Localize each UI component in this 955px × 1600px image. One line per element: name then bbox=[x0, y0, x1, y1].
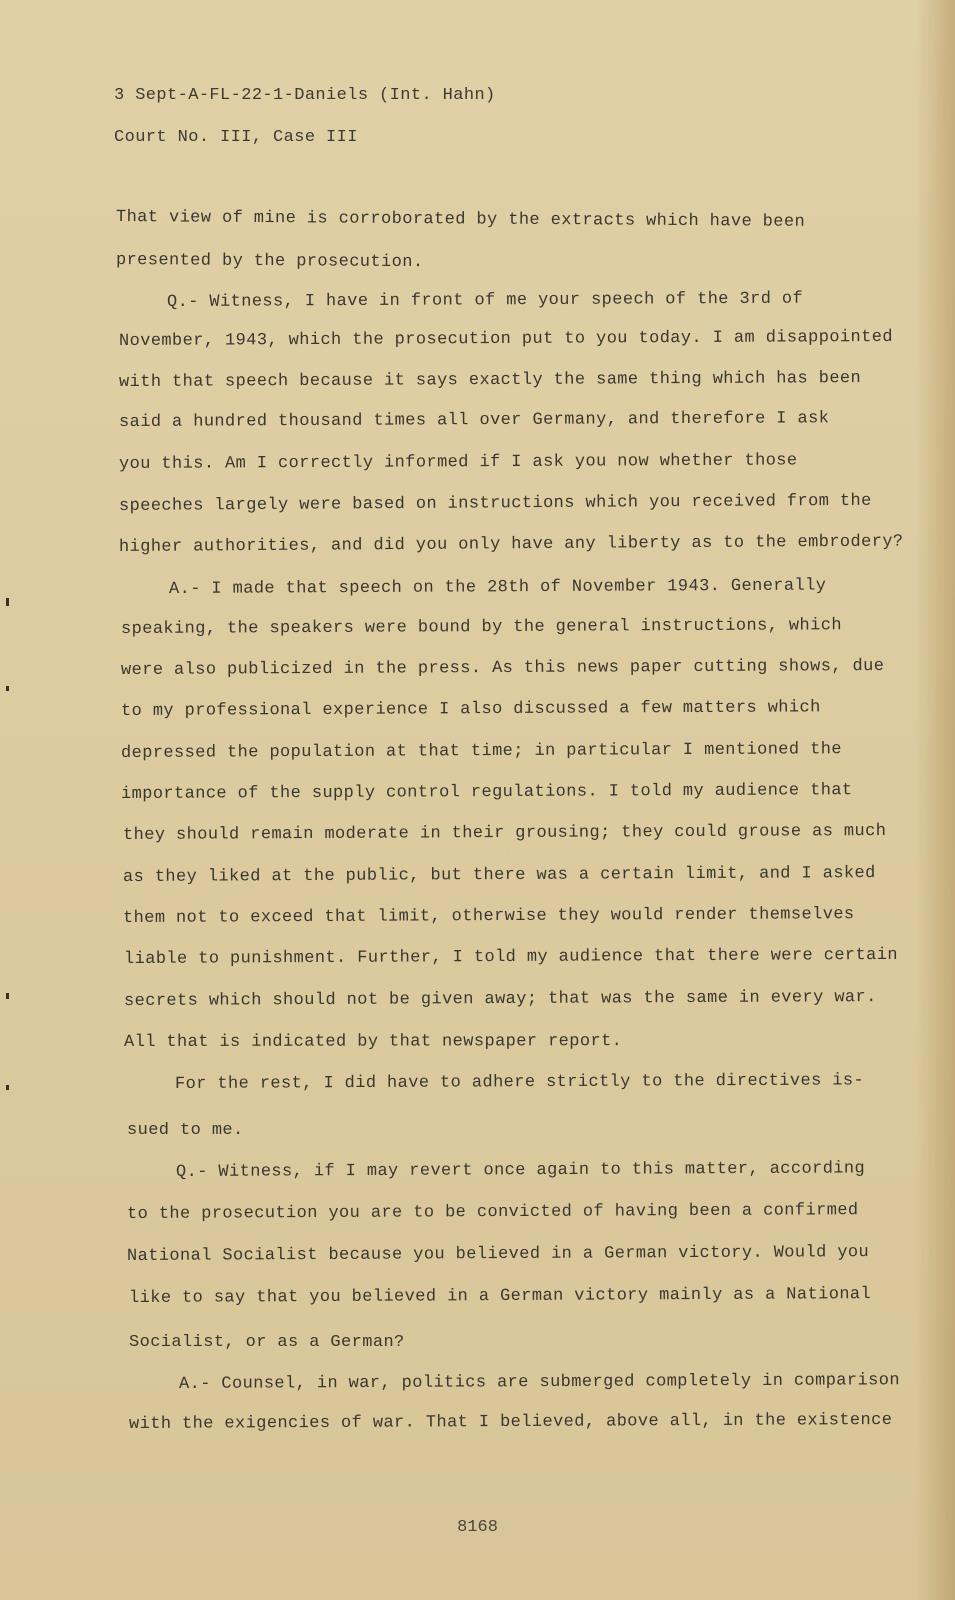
transcript-line: That view of mine is corroborated by the extracts which have been bbox=[115, 208, 806, 232]
transcript-line: Socialist, or as a German? bbox=[129, 1333, 405, 1352]
transcript-line: higher authorities, and did you only have any liberty as to the embrodery? bbox=[118, 532, 904, 557]
transcript-line: Q.- Witness, if I may revert once again to this matter, according bbox=[175, 1159, 866, 1182]
transcript-line: For the rest, I did have to adhere strictly to the directives is- bbox=[174, 1071, 865, 1094]
transcript-line: like to say that you believed in a German victory mainly as a National bbox=[128, 1285, 872, 1308]
transcript-line: as they liked at the public, but there was a certain limit, and I asked bbox=[122, 864, 876, 887]
transcript-line: liable to punishment. Further, I told my audience that there were certain bbox=[123, 945, 898, 969]
transcript-line: with that speech because it says exactly the same thing which has been bbox=[118, 369, 862, 392]
transcript-line: A.- I made that speech on the 28th of November 1943. Generally bbox=[168, 576, 827, 599]
transcript-line: to the prosecution you are to be convicted of having been a confirmed bbox=[126, 1201, 859, 1224]
transcript-line: were also publicized in the press. As this news paper cutting shows, due bbox=[120, 657, 885, 680]
page-edge-mark bbox=[6, 686, 9, 691]
transcript-line: they should remain moderate in their grousing; they could grouse as much bbox=[122, 822, 887, 845]
page-number: 8168 bbox=[457, 1518, 498, 1537]
transcript-line: with the exigencies of war. That I believed, above all, in the existence bbox=[128, 1411, 893, 1434]
page-edge-mark bbox=[6, 993, 9, 999]
page-edge-mark bbox=[6, 1085, 9, 1090]
transcript-line: them not to exceed that limit, otherwise they would render themselves bbox=[122, 905, 855, 928]
transcript-reference: 3 Sept-A-FL-22-1-Daniels (Int. Hahn) bbox=[114, 86, 496, 105]
transcript-line: said a hundred thousand times all over Germany, and therefore I ask bbox=[118, 409, 830, 432]
transcript-line: presented by the prosecution. bbox=[115, 251, 424, 273]
transcript-line: speeches largely were based on instructions which you received from the bbox=[118, 491, 872, 516]
transcript-line: Q.- Witness, I have in front of me your speech of the 3rd of bbox=[166, 289, 804, 312]
transcript-line: All that is indicated by that newspaper report. bbox=[123, 1032, 623, 1052]
page-edge-mark bbox=[6, 598, 9, 606]
transcript-line: you this. Am I correctly informed if I ask you now whether those bbox=[118, 451, 798, 474]
transcript-line: November, 1943, which the prosecution put to you today. I am disappointed bbox=[118, 327, 893, 351]
transcript-line: depressed the population at that time; in particular I mentioned the bbox=[120, 740, 842, 763]
transcript-line: sued to me. bbox=[127, 1121, 244, 1140]
transcript-line: speaking, the speakers were bound by the general instructions, which bbox=[120, 616, 842, 639]
transcript-line: to my professional experience I also discussed a few matters which bbox=[120, 698, 821, 721]
transcript-line: A.- Counsel, in war, politics are submerged completely in comparison bbox=[178, 1371, 900, 1394]
transcript-line: National Socialist because you believed in a German victory. Would you bbox=[126, 1243, 870, 1266]
transcript-line: secrets which should not be given away; that was the same in every war. bbox=[123, 988, 877, 1011]
court-case-label: Court No. III, Case III bbox=[114, 128, 358, 147]
transcript-line: importance of the supply control regulations. I told my audience that bbox=[120, 781, 853, 804]
